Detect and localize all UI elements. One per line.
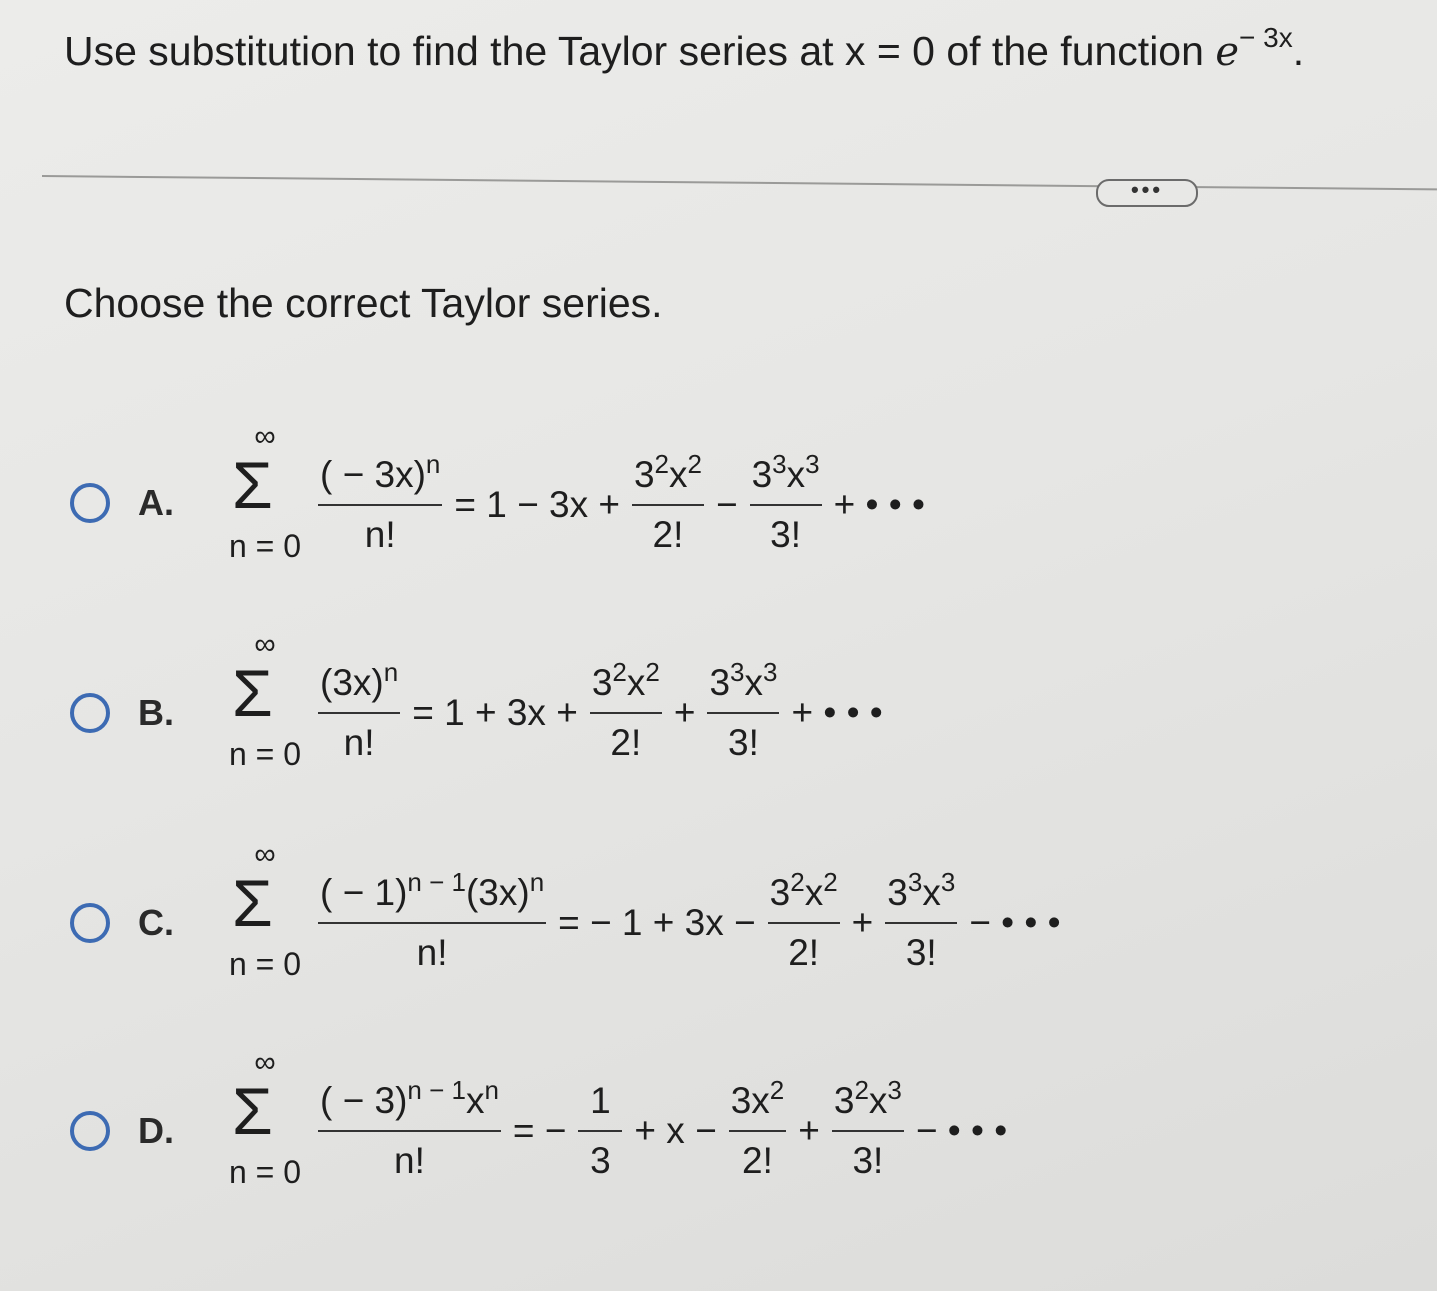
more-options-button[interactable]: ••• [1096,179,1198,207]
question-prefix: Use substitution to find the Taylor series at x = 0 of the function [64,28,1216,74]
term-fraction: $\frac{3^2x^2}{2!}$ [633,449,702,555]
option-a-radio[interactable] [70,483,110,523]
function-expression: $e^{- 3x}$ [1215,22,1293,75]
option-b-expression: $\frac{(3x)^n}{n!}$ = 1 + 3x + $\frac{3^2x^2}{2!}$ + $\frac{3^3x^3}{3!}$ + • • • [320,657,883,763]
sigma-icon: Σ [232,1074,273,1148]
option-d-radio[interactable] [70,1111,110,1151]
term-fraction: $\frac{3^3x^3}{3!}$ [709,657,778,763]
term-fraction: $\frac{3x^2}{2!}$ [730,1075,785,1181]
summand-fraction: $\frac{(3x)^n}{n!}$ [320,657,399,763]
summand-fraction: $\frac{( - 1)^{n - 1}(3x)^n}{n!}$ [320,867,545,973]
option-d[interactable]: D. ∞ Σ n = 0 $\frac{( - 3)^{n - 1}x^n}{n!}$ = − $\frac{1}{3}$ + x − $\frac{3x^2}{2!}$ + $\frac{3^2x^3}{3!}$ − • • • [70,1046,1370,1216]
option-a-letter: A. [138,482,174,523]
term-fraction: $\frac{3^2x^3}{3!}$ [833,1075,902,1181]
option-b-letter: B. [138,692,174,733]
summand-fraction: $\frac{( - 3)^{n - 1}x^n}{n!}$ [320,1075,499,1181]
choose-prompt: Choose the correct Taylor series. [64,280,663,326]
option-d-expression: $\frac{( - 3)^{n - 1}x^n}{n!}$ = − $\frac{1}{3}$ + x − $\frac{3x^2}{2!}$ + $\frac{3^2x^3}{3!}$ − • • • [320,1075,1008,1181]
option-b[interactable]: B. ∞ Σ n = 0 $\frac{(3x)^n}{n!}$ = 1 + 3x + $\frac{3^2x^2}{2!}$ + $\frac{3^3x^3}{3!}$ + • • • [70,628,1370,798]
sigma-icon: Σ [232,866,273,940]
option-a-expression: $\frac{( - 3x)^n}{n!}$ = 1 − 3x + $\frac{3^2x^2}{2!}$ − $\frac{3^3x^3}{3!}$ + • • • [320,449,925,555]
term-fraction: $\frac{1}{3}$ [578,1080,622,1182]
sigma-icon: Σ [232,656,273,730]
option-a[interactable]: A. ∞ Σ n = 0 $\frac{( - 3x)^n}{n!}$ = 1 − 3x + $\frac{3^2x^2}{2!}$ − $\frac{3^3x^3}{3!}$ + • • • [70,420,1370,590]
option-c[interactable]: C. ∞ Σ n = 0 $\frac{( - 1)^{n - 1}(3x)^n}{n!}$ = − 1 + 3x − $\frac{3^2x^2}{2!}$ + $\frac{3^3x^3}{3!}$ − • • • [70,838,1370,1008]
option-c-radio[interactable] [70,903,110,943]
term-fraction: $\frac{3^2x^2}{2!}$ [591,657,660,763]
question-text: Use substitution to find the Taylor series at x = 0 of the function $e^{- 3x}$. [64,22,1305,75]
option-c-letter: C. [138,902,174,943]
option-b-radio[interactable] [70,693,110,733]
summand-fraction: $\frac{( - 3x)^n}{n!}$ [320,449,441,555]
option-c-expression: $\frac{( - 1)^{n - 1}(3x)^n}{n!}$ = − 1 + 3x − $\frac{3^2x^2}{2!}$ + $\frac{3^3x^3}{3!}$ − • • • [320,867,1061,973]
term-fraction: $\frac{3^3x^3}{3!}$ [751,449,820,555]
term-fraction: $\frac{3^2x^2}{2!}$ [769,867,838,973]
option-d-letter: D. [138,1110,174,1151]
sigma-icon: Σ [232,448,273,522]
section-divider [42,175,1437,190]
term-fraction: $\frac{3^3x^3}{3!}$ [887,867,956,973]
